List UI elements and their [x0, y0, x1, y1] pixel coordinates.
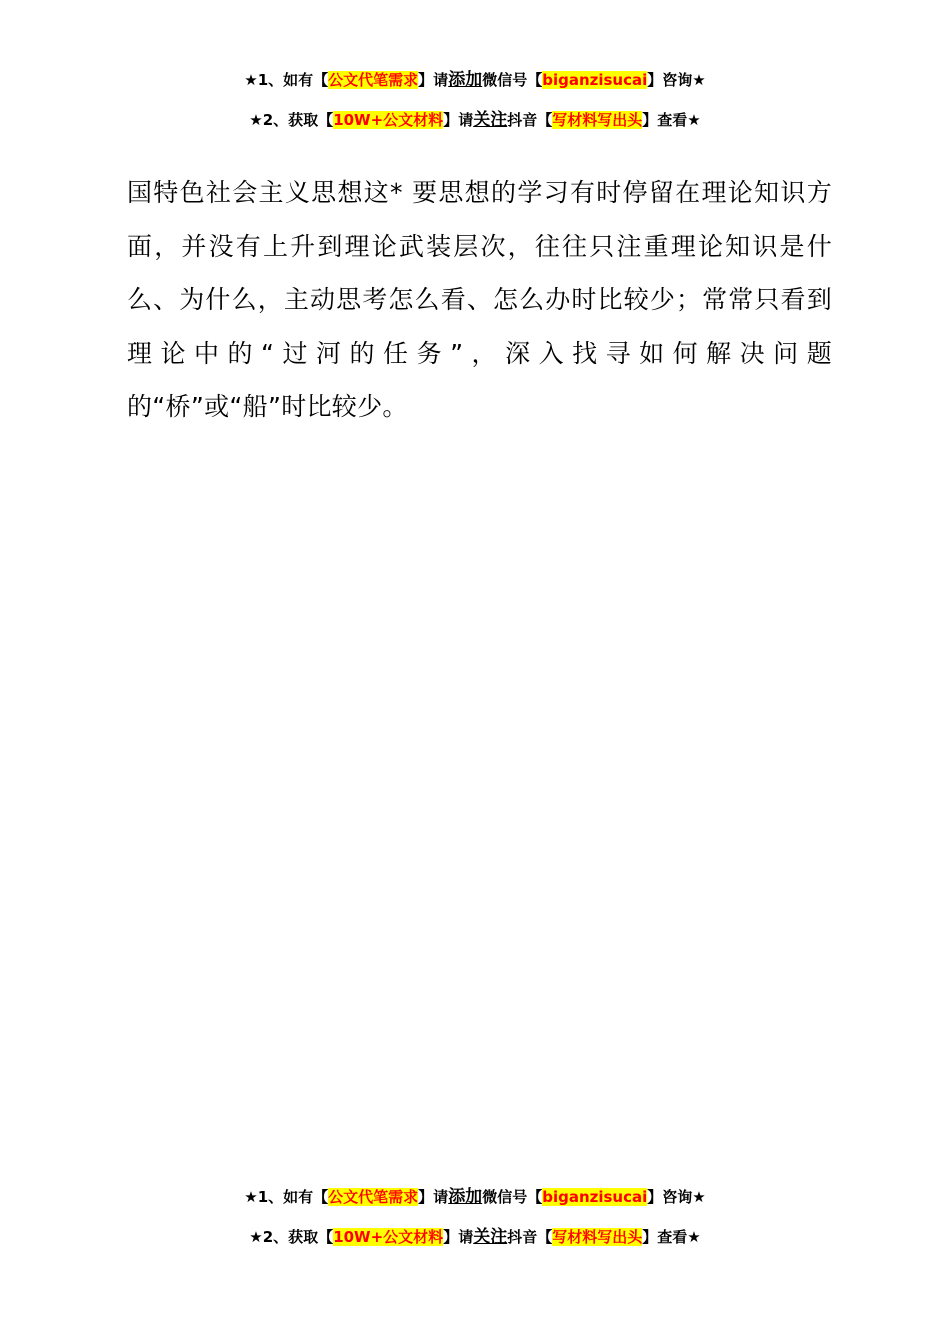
banner-text: ★2、获取【	[249, 1228, 334, 1246]
banner-text: ★1、如有【	[244, 71, 329, 89]
underlined-text: 关注	[473, 1227, 508, 1247]
underlined-text: 添加	[448, 1187, 483, 1207]
banner-line-2	[0, 1227, 950, 1247]
underlined-text: 关注	[473, 110, 508, 130]
banner-line-1	[0, 1187, 950, 1207]
banner-line-2	[0, 110, 950, 130]
banner-line-1	[0, 70, 950, 90]
highlight-text: 10W+公文材料	[333, 111, 444, 129]
banner-text: 微信号【	[482, 71, 543, 89]
banner-text: 】查看★	[642, 111, 701, 129]
banner-text: 】查看★	[642, 1228, 701, 1246]
underlined-text: 添加	[448, 70, 483, 90]
highlight-text: biganzisucai	[542, 71, 648, 89]
body-paragraph: 国特色社会主义思想这* 要思想的学习有时停留在理论知识方面，并没有上升到理论武装层次，往往只注重理论知识是什么、为什么，主动思考怎么看、怎么办时比较少；常常只看到理论中的“过河的任务”，深入找寻如何解决问题的“桥”或“船”时比较少。	[127, 178, 832, 421]
header-banner	[0, 70, 950, 130]
banner-text: 抖音【	[507, 1228, 553, 1246]
banner-text: 抖音【	[507, 111, 553, 129]
highlight-text: 写材料写出头	[552, 111, 643, 129]
highlight-text: 公文代笔需求	[328, 1188, 419, 1206]
banner-text: ★1、如有【	[244, 1188, 329, 1206]
banner-text: ★2、获取【	[249, 111, 334, 129]
banner-text: 微信号【	[482, 1188, 543, 1206]
banner-text: 】请	[443, 111, 474, 129]
footer-banner	[0, 1187, 950, 1247]
banner-text: 】请	[418, 1188, 449, 1206]
banner-text: 】请	[443, 1228, 474, 1246]
highlight-text: 10W+公文材料	[333, 1228, 444, 1246]
highlight-text: 写材料写出头	[552, 1228, 643, 1246]
highlight-text: biganzisucai	[542, 1188, 648, 1206]
banner-text: 】咨询★	[647, 1188, 706, 1206]
banner-text: 】咨询★	[647, 71, 706, 89]
highlight-text: 公文代笔需求	[328, 71, 419, 89]
banner-text: 】请	[418, 71, 449, 89]
